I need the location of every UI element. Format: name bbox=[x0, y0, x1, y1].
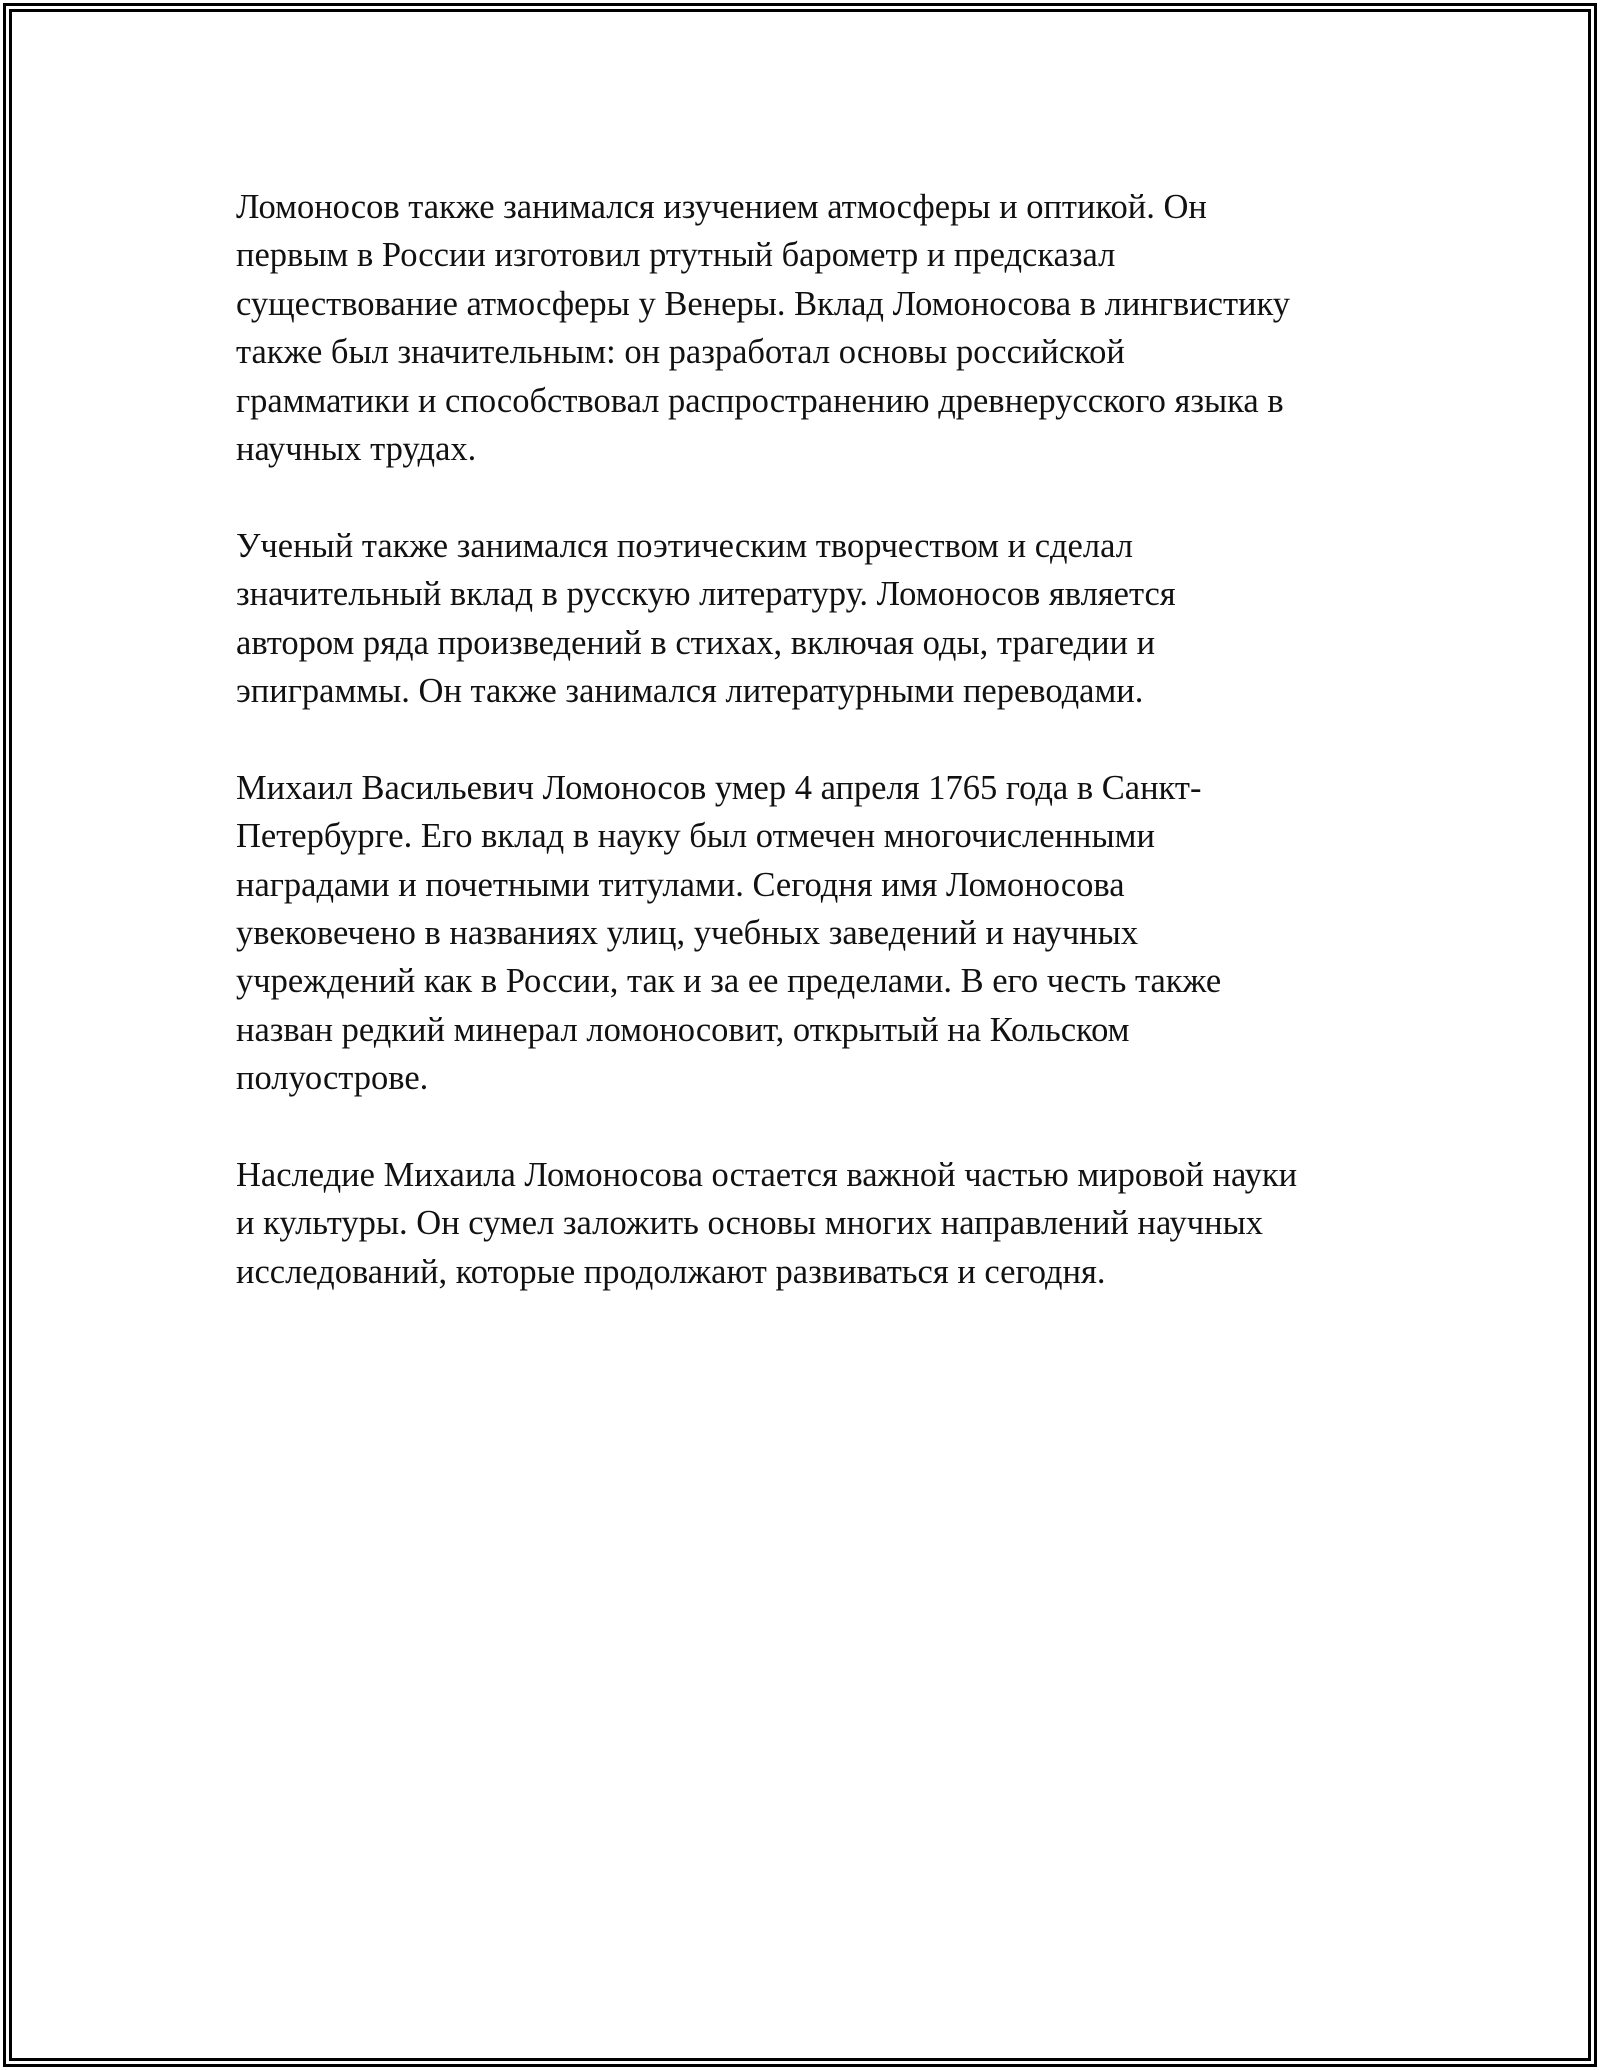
paragraph-atmosphere-optics: Ломоносов также занимался изучением атмосферы и оптикой. Он первым в России изготовил ртутный барометр и предсказал существование атмосферы у Венеры. Вклад Ломоносова в лингвистику также был значительным: он разработал основы российской грамматики и способствовал распространению древнерусского языка в научных трудах. bbox=[236, 188, 1291, 469]
paragraph-poetry-literature: Ученый также занимался поэтическим творчеством и сделал значительный вклад в русскую литературу. Ломоносов является автором ряда произведений в стихах, включая оды, трагедии и эпиграммы. Он также занимался литературными переводами. bbox=[236, 526, 1176, 711]
paragraph-death-legacy: Михаил Васильевич Ломоносов умер 4 апреля 1765 года в Санкт- Петербурге. Его вклад в науку был отмечен многочисленными наградами и почетными титулами. Сегодня имя Ломоносова увековечено в названиях улиц, учебных заведений и научных учреждений как в России, так и за ее пределами. В его честь также назван редкий минерал ломоносовит, открытый на Кольском полуострове. bbox=[236, 768, 1222, 1098]
paragraph-heritage: Наследие Михаила Ломоносова остается важной частью мировой науки и культуры. Он сумел заложить основы многих направлений научных исследований, которые продолжают развиваться и сегодня. bbox=[236, 1156, 1298, 1291]
document-body bbox=[236, 183, 1386, 1345]
